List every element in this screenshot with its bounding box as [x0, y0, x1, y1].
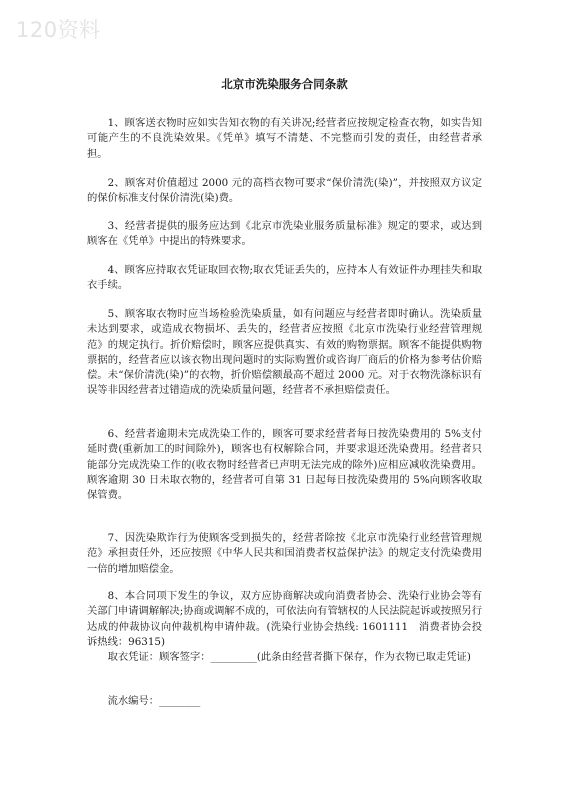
- watermark-logo: 120资料: [16, 18, 101, 42]
- clause-2: 2、顾客对价值超过 2000 元的高档衣物可要求“保价清洗(染)”，并按照双方议定的保价标准支付保价清洗(染)费。: [87, 177, 482, 205]
- clause-5: 5、顾客取衣物时应当场检验洗染质量，如有问题应与经营者即时确认。洗染质量未达到要求，或造成衣物损坏、丢失的，经营者应按照《北京市洗染行业经营管理规范》的规定执行。折价赔偿时，顾客应提供真实、有效的购物票据。顾客不能提供购物票据的，经营者应以该衣物出现问题时的实际购置价或咨询厂商后的价格为参考估价赔偿。未“保价清洗(染)”的衣物，折价赔偿额最高不超过 2000 元。对于衣物洗涤标识有误等非因经营者过错造成的洗染质量问题，经营者不承担赔偿责任。: [87, 308, 482, 397]
- clause-8: 8、本合同项下发生的争议，双方应协商解决或向消费者协会、洗染行业协会等有关部门申请调解解决;协商或调解不成的，可依法向有管辖权的人民法院起诉或按照另行达成的仲裁协议向仲裁机构申请仲裁。(洗染行业协会热线: 1601111 消费者协会投诉热线：96315): [87, 590, 482, 648]
- clause-6: 6、经营者逾期未完成洗染工作的，顾客可要求经营者每日按洗染费用的 5%支付延时费(重新加工的时间除外)，顾客也有权解除合同，并要求退还洗染费用。经营者只能部分完成洗染工作的(收衣物时经营者已声明无法完成的除外)应相应减收洗染费用。顾客逾期 30 日未取衣物的，经营者可自第 31 日起每日按洗染费用的 5%向顾客收取保管费。: [87, 428, 482, 502]
- clause-7: 7、因洗染欺诈行为使顾客受到损失的，经营者除按《北京市洗染行业经营管理规范》承担责任外，还应按照《中华人民共和国消费者权益保护法》的规定支付洗染费用一倍的增加赔偿金。: [87, 532, 482, 575]
- serial-number-field: 流水编号：________: [107, 695, 201, 707]
- clause-3: 3、经营者提供的服务应达到《北京市洗染业服务质量标准》规定的要求，或达到顾客在《凭单》中提出的特殊要求。: [87, 220, 482, 248]
- clause-1: 1、顾客送衣物时应如实告知衣物的有关讲况;经营者应按规定检查衣物，如实告知可能产生的不良洗染效果。《凭单》填写不清楚、不完整而引发的责任，由经营者承担。: [87, 117, 482, 160]
- page-title: 北京市洗染服务合同条款: [221, 77, 348, 91]
- clause-4: 4、顾客应持取衣凭证取回衣物;取衣凭证丢失的，应持本人有效证件办理挂失和取衣手续。: [87, 264, 482, 292]
- pickup-voucher-note: 取衣凭证：顾客签字：_________(此条由经营者撕下保存，作为衣物已取走凭证): [107, 651, 471, 663]
